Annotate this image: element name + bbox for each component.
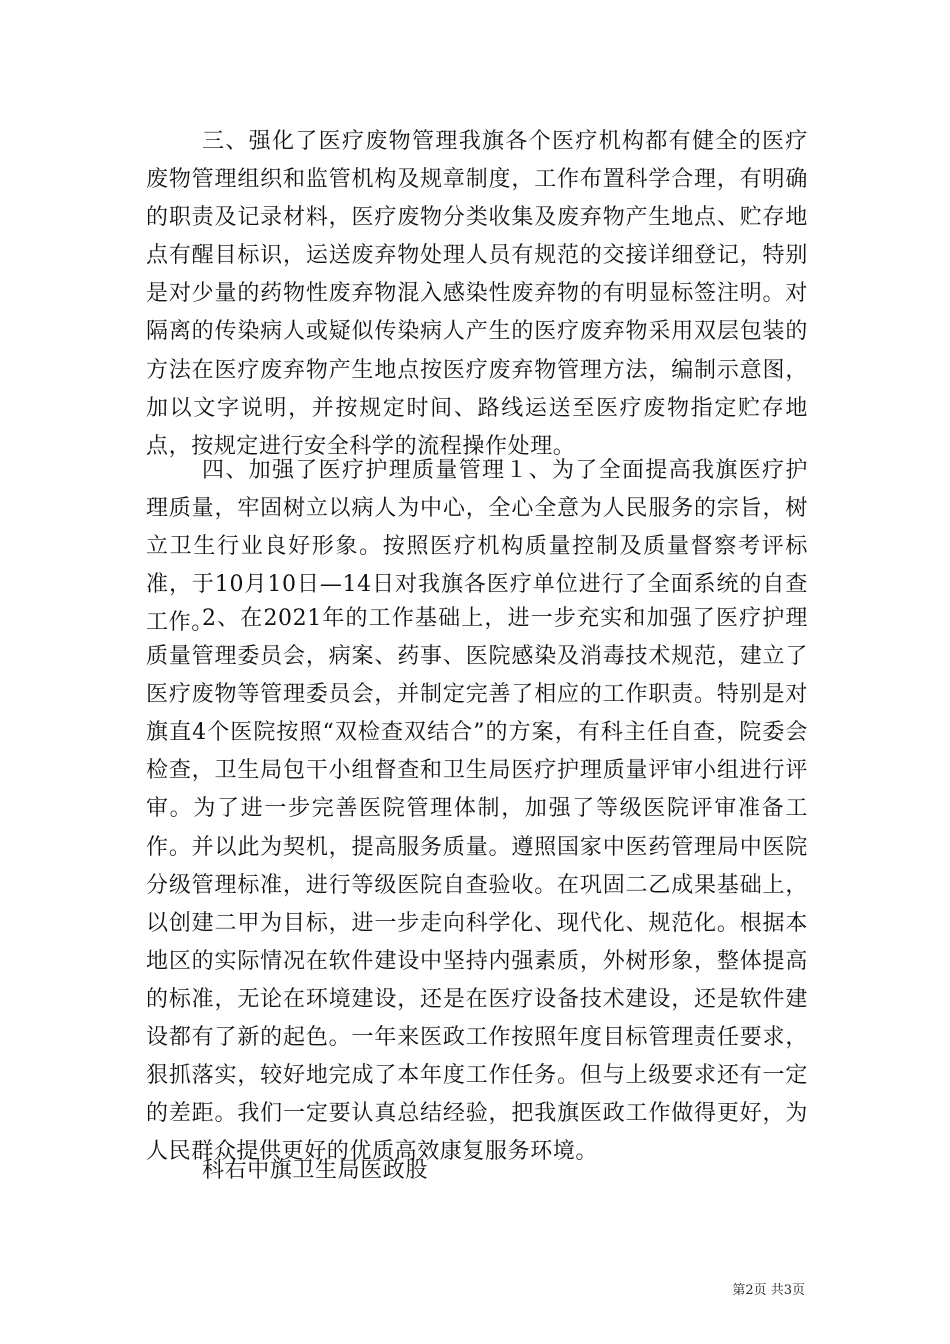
signature-line: 科右中旗卫生局医政股 [202,1158,429,1183]
paragraph-management-committee: 2、在2021年的工作基础上，进一步充实和加强了医疗护理质量管理委员会，病案、药事、医院感染及消毒技术规范，建立了医疗废物等管理委员会，并制定完善了相应的工作职责。特别是对旗直4个医院按照“双检查双结合”的方案，有科主任自查，院委会检查，卫生局包干小组督查和卫生局医疗护理质量评审小组进行评审。为了进一步完善医院管理体制，加强了等级医院评审准备工作。并以此为契机，提高服务质量。遵照国家中医药管理局中医院分级管理标准，进行等级医院自查验收。在巩固二乙成果基础上，以创建二甲为目标，进一步走向科学化、现代化、规范化。根据本地区的实际情况在软件建设中坚持内强素质，外树形象，整体提高的标准，无论在环境建设，还是在医疗设备技术建设，还是软件建设都有了新的起色。一年来医政工作按照年度目标管理责任要求，狠抓落实，较好地完成了本年度工作任务。但与上级要求还有一定的差距。我们一定要认真总结经验，把我旗医政工作做得更好，为人民群众提供更好的优质高效康复服务环境。 [146,606,808,1165]
paragraph-nursing-quality: 四、加强了医疗护理质量管理１、为了全面提高我旗医疗护理质量，牢固树立以病人为中心，全心全意为人民服务的宗旨，树立卫生行业良好形象。按照医疗机构质量控制及质量督察考评标准，于10月10日—14日对我旗各医疗单位进行了全面系统的自查工作。 [146,458,808,636]
paragraph-medical-waste: 三、强化了医疗废物管理我旗各个医疗机构都有健全的医疗废物管理组织和监管机构及规章制度，工作布置科学合理，有明确的职责及记录材料，医疗废物分类收集及废弃物产生地点、贮存地点有醒目标识，运送废弃物处理人员有规范的交接详细登记，特别是对少量的药物性废弃物混入感染性废弃物的有明显标签注明。对隔离的传染病人或疑似传染病人产生的医疗废弃物采用双层包装的方法在医疗废弃物产生地点按医疗废弃物管理方法，编制示意图，加以文字说明，并按规定时间、路线运送至医疗废物指定贮存地点，按规定进行安全科学的流程操作处理。 [146,129,808,459]
page-number-footer: 第2页 共3页 [732,1283,805,1298]
